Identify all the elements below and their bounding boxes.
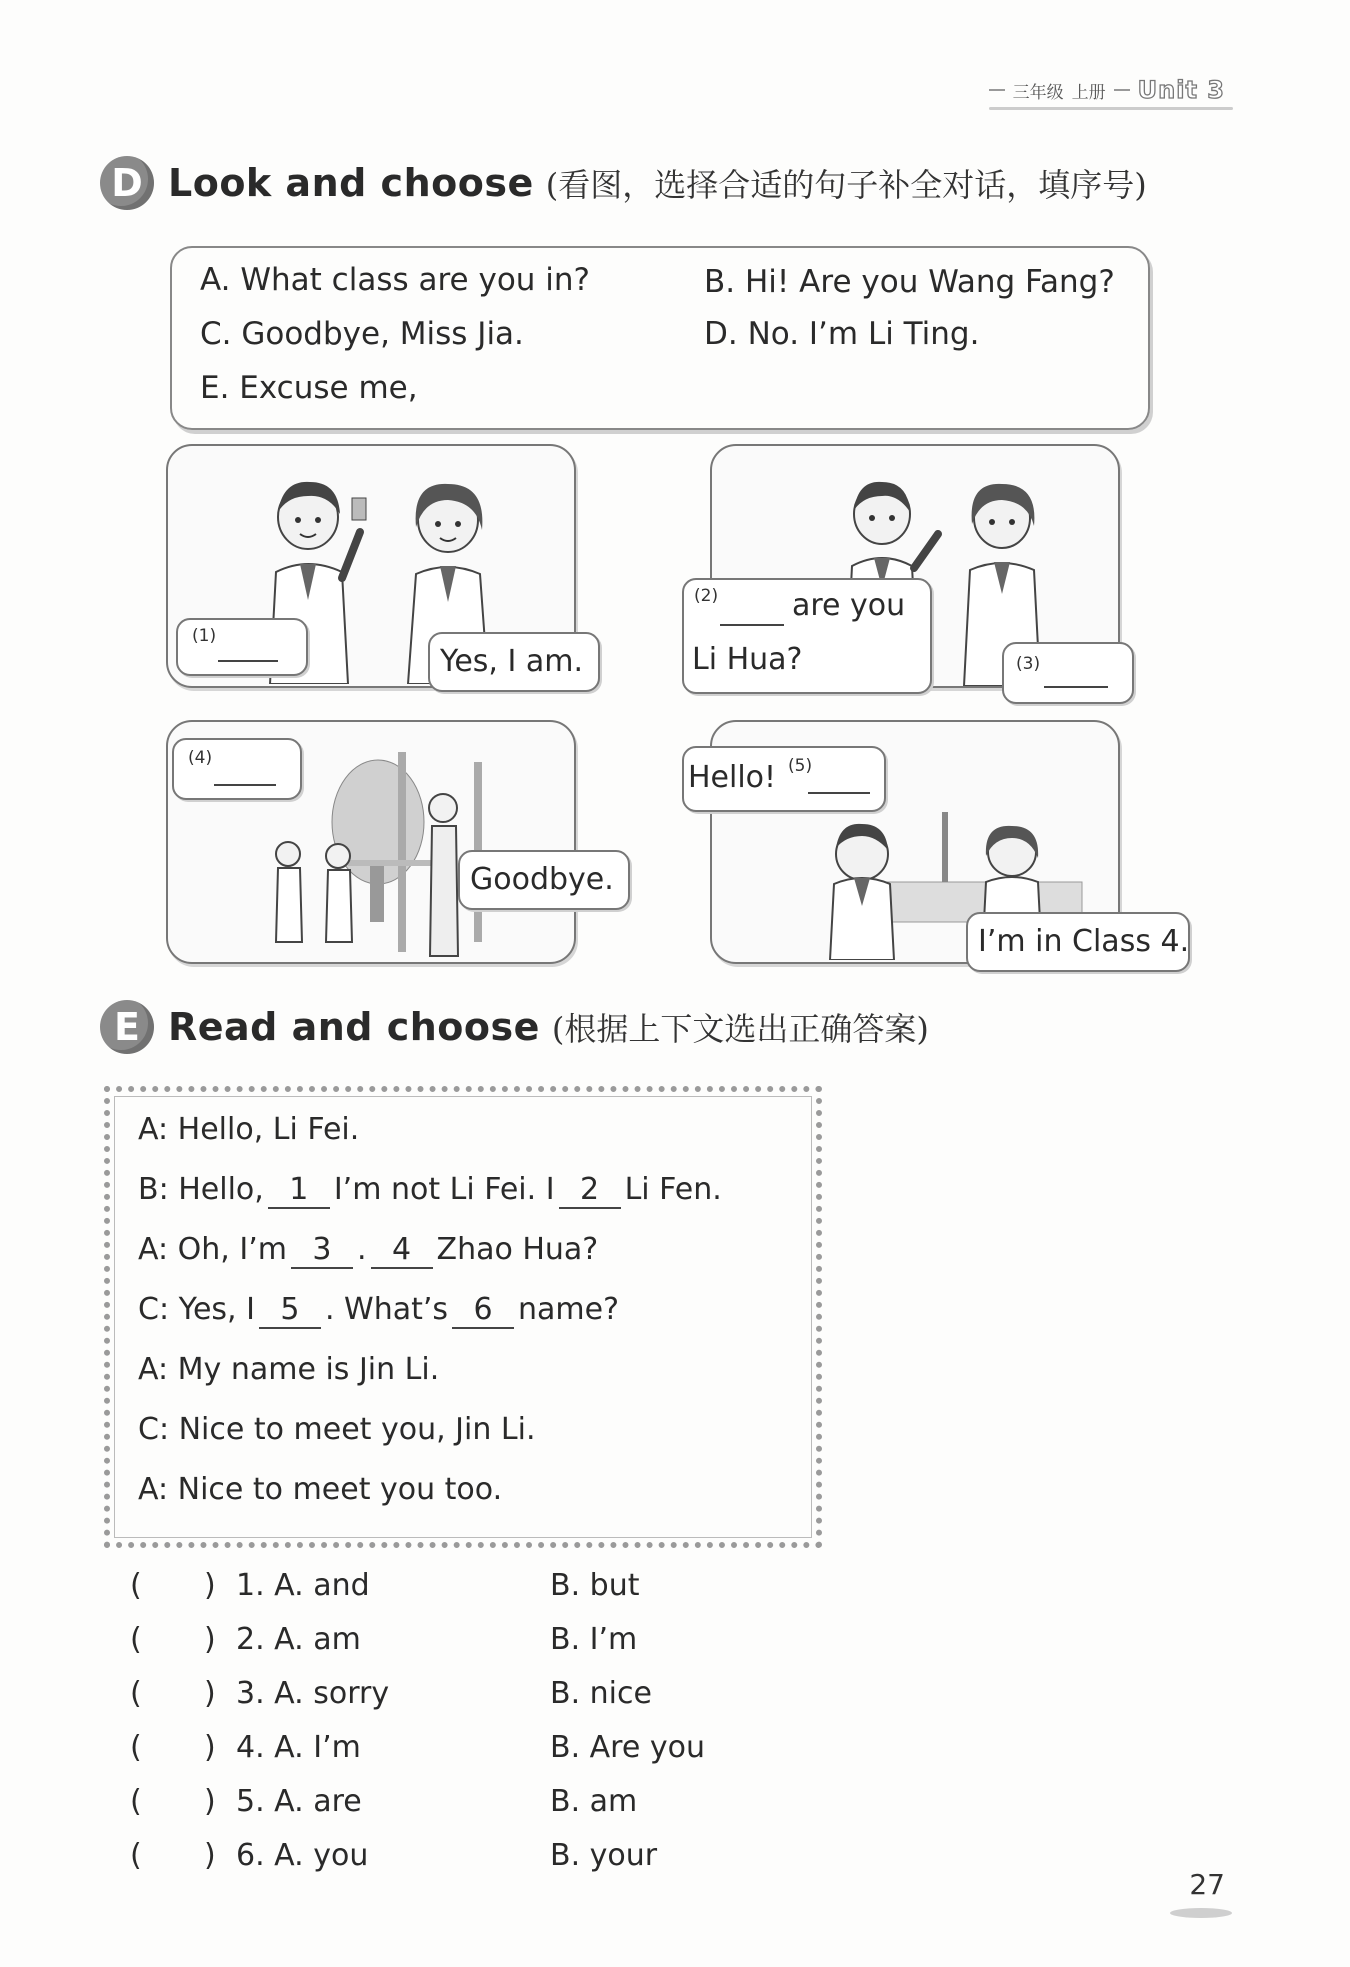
speech-bubble-class4: I’m in Class 4. [966,912,1190,972]
blank-number-1: (1) [192,626,217,646]
options-box [170,246,1150,430]
option-a: A. What class are you in? [200,262,590,298]
dialogue-blank-4: 4 [371,1232,433,1269]
blank-number-3: (3) [1016,654,1041,674]
choice-b: B. your [550,1838,658,1873]
option-c: C. Goodbye, Miss Jia. [200,316,524,352]
choice-a: 3. A. sorry [236,1676,390,1711]
dialogue-blank-5: 5 [259,1292,321,1329]
section-d-title: Look and choose [168,161,534,205]
speech-bubble-goodbye: Goodbye. [458,850,630,910]
unit-header-tag [989,76,1225,104]
choice-b: B. I’m [550,1622,638,1657]
answer-blank-3[interactable] [1044,686,1108,688]
dialogue-blank-3: 3 [291,1232,353,1269]
dialogue-line-3: A: Oh, I’m 3 . 4 Zhao Hua? [138,1232,599,1267]
section-d-subtitle: (看图，选择合适的句子补全对话，填序号) [545,166,1147,204]
choice-b: B. nice [550,1676,652,1711]
speech-bubble-1 [176,618,308,676]
dialogue-blank-2: 2 [559,1172,621,1209]
speech-bubble-2 [682,578,932,694]
hello-text: Hello! [688,760,777,795]
dialogue-line-1: A: Hello, Li Fei. [138,1112,360,1147]
choice-a: 4. A. I’m [236,1730,361,1765]
section-e-badge: E [100,1000,154,1054]
choice-b: B. but [550,1568,640,1603]
dialogue-line-7: A: Nice to meet you too. [138,1472,503,1507]
blank-number-4: (4) [188,748,213,768]
page-number-decoration [1170,1908,1232,1918]
blank-number-5: (5) [788,756,813,776]
answer-blank-5[interactable] [808,792,870,794]
grade-label: 三年级 [1012,82,1064,103]
volume-label: 上册 [1071,82,1106,103]
section-e-subtitle: (根据上下文选出正确答案) [551,1010,929,1048]
choice-a: 5. A. are [236,1784,362,1819]
dialogue-line-2: B: Hello, 1 I’m not Li Fei. I 2 Li Fen. [138,1172,722,1207]
li-hua-text: Li Hua? [692,642,803,677]
option-b: B. Hi! Are you Wang Fang? [704,264,1115,300]
choice-b: B. am [550,1784,638,1819]
section-d-header [100,156,1147,210]
picture-panel-2 [692,444,1120,688]
answer-blank-1[interactable] [218,660,278,662]
blank-number-2: (2) [694,586,719,606]
speech-bubble-5 [682,746,886,812]
speech-bubble-yes: Yes, I am. [428,632,600,692]
dialogue-line-6: C: Nice to meet you, Jin Li. [138,1412,536,1447]
unit-label: Unit 3 [1137,76,1225,104]
choice-a: 2. A. am [236,1622,361,1657]
dialogue-box [104,1086,822,1548]
answer-blank-2[interactable] [720,624,784,626]
section-e-title: Read and choose [168,1005,540,1049]
section-e-header [100,1000,929,1054]
page-number: 27 [1189,1868,1225,1901]
option-e: E. Excuse me, [200,370,418,406]
speech-bubble-3 [1002,642,1134,704]
choice-a: 1. A. and [236,1568,370,1603]
speech-bubble-4 [172,738,302,800]
are-you-text: are you [792,588,906,623]
option-d: D. No. I’m Li Ting. [704,316,980,352]
answer-blank-4[interactable] [214,784,276,786]
dialogue-blank-1: 1 [268,1172,330,1209]
picture-panel-4 [688,720,1190,964]
dialogue-line-5: A: My name is Jin Li. [138,1352,440,1387]
picture-panel-1 [166,444,584,688]
section-d-badge: D [100,156,154,210]
dialogue-blank-6: 6 [452,1292,514,1329]
choice-b: B. Are you [550,1730,705,1765]
picture-panel-3 [166,720,614,964]
choice-a: 6. A. you [236,1838,369,1873]
dialogue-line-4: C: Yes, I 5 . What’s 6 name? [138,1292,620,1327]
